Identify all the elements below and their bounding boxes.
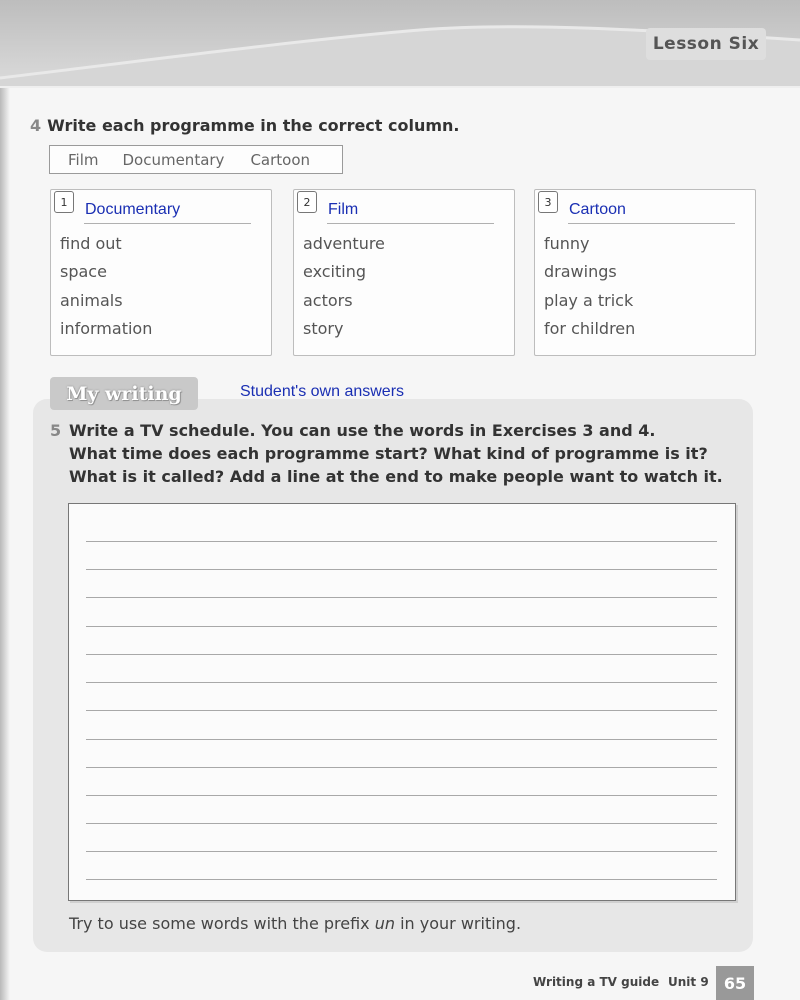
list-item: story: [303, 318, 344, 338]
column-number: 2: [297, 191, 317, 213]
writing-tip: [69, 914, 521, 933]
writing-line[interactable]: [86, 739, 717, 740]
list-item: adventure: [303, 234, 385, 253]
column-2: [293, 189, 515, 356]
instruction-line: What is it called? Add a line at the end to make people want to watch it.: [69, 467, 723, 486]
list-item: space: [60, 262, 107, 282]
answer-rule: [568, 223, 735, 224]
list-item: exciting: [303, 262, 367, 282]
tip-text: Try to use some words with the prefix: [69, 914, 375, 933]
writing-line[interactable]: [86, 851, 717, 852]
exercise-4-instruction: [30, 116, 460, 135]
writing-line[interactable]: [86, 767, 717, 768]
column-word-list: [303, 230, 385, 343]
lesson-label: Lesson Six: [646, 28, 766, 60]
writing-line[interactable]: [86, 682, 717, 683]
list-item: find out: [60, 234, 122, 253]
list-item: play a trick: [544, 290, 634, 310]
column-word-list: [60, 230, 152, 343]
writing-line[interactable]: [86, 597, 717, 598]
page-number: 65: [716, 966, 754, 1000]
list-item: drawings: [544, 262, 617, 282]
writing-line[interactable]: [86, 879, 717, 880]
writing-line[interactable]: [86, 823, 717, 824]
instruction-line: What time does each programme start? What kind of programme is it?: [69, 444, 708, 463]
word-bank-item: Documentary: [122, 150, 225, 169]
column-number: 1: [54, 191, 74, 213]
column-answer[interactable]: Cartoon: [569, 201, 626, 218]
list-item: information: [60, 318, 153, 338]
word-bank-item: Film: [68, 150, 99, 169]
list-item: for children: [544, 318, 636, 338]
column-1: [50, 189, 272, 356]
writing-line[interactable]: [86, 626, 717, 627]
instruction-line: Write a TV schedule. You can use the words in Exercises 3 and 4.: [69, 421, 656, 440]
tip-text-end: in your writing.: [395, 914, 522, 933]
column-3: [534, 189, 756, 356]
list-item: actors: [303, 290, 353, 310]
writing-area[interactable]: [68, 503, 736, 901]
exercise-4-text: Write each programme in the correct column.: [47, 116, 460, 135]
exercise-4-number: 4: [30, 116, 42, 135]
tip-prefix: un: [374, 914, 396, 933]
answer-rule: [84, 223, 251, 224]
exercise-5-number: 5: [50, 421, 62, 440]
column-answer[interactable]: Film: [328, 201, 359, 218]
binding-shadow: [0, 0, 10, 1000]
column-answer[interactable]: Documentary: [85, 201, 181, 218]
column-number: 3: [538, 191, 558, 213]
word-bank-item: Cartoon: [250, 150, 311, 169]
footer-section: Writing a TV guide: [533, 975, 660, 989]
list-item: funny: [544, 234, 590, 253]
column-word-list: [544, 230, 635, 343]
answer-rule: [327, 223, 494, 224]
writing-line[interactable]: [86, 569, 717, 570]
answer-note: Student's own answers: [240, 383, 405, 400]
footer-unit: Unit 9: [668, 975, 709, 989]
writing-line[interactable]: [86, 654, 717, 655]
list-item: animals: [60, 290, 123, 310]
word-bank: [49, 145, 343, 174]
my-writing-tab: My writing: [50, 377, 198, 410]
writing-line[interactable]: [86, 541, 717, 542]
writing-line[interactable]: [86, 795, 717, 796]
writing-line[interactable]: [86, 710, 717, 711]
